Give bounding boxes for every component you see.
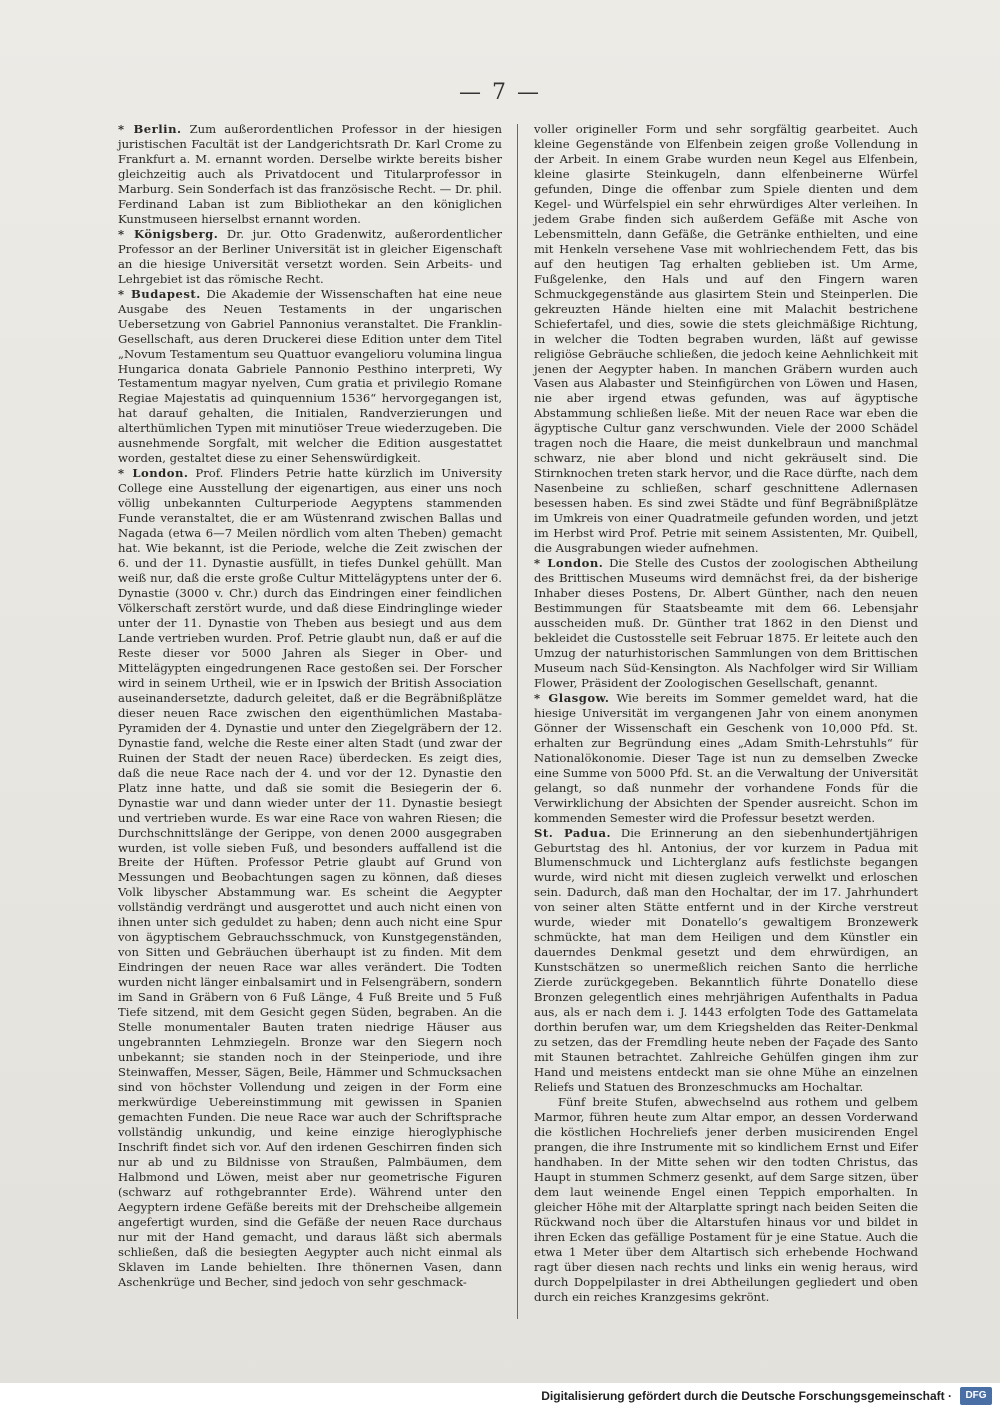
article-london-petrie (118, 466, 502, 1289)
article-body: Die Erinnerung an den siebenhundertjährigen Geburtstag des hl. Antonius, der vor kurzem in Padua mit Blumenschmuck und Lichterglanz aufs festlichste begangen wurde, wird nicht mit diesen zugleich verwelkt und erloschen sein. Dadurch, daß man den Hochaltar, der im 17. Jahrhundert von seiner alten Stätte entfernt und in der Kirche verstreut wurde, wieder mit Donatello’s gewaltigem Bronzewerk schmückte, hat man dem Heiligen und dem Künstler ein dauerndes Denkmal gesetzt und dem ehrwürdigen, an Kunstschätzen so unermeßlich reichen Santo die herrliche Zierde zurückgegeben. Bekanntlich führte Donatello diese Bronzen gelegentlich eines mehrjährigen Aufenthalts in Padua aus, als er nach dem i. J. 1443 erfolgten Tode des Gattamelata dorthin berufen war, um dem Kriegshelden das Reiter-Denkmal zu setzen, das der Fremdling heute neben der Façade des Santo mit Staunen betrachtet. Zahlreiche Gehülfen gingen ihm zur Hand und meistens entdeckt man sie ohne Mühe an einzelnen Reliefs und Statuen des Bronzeschmucks am Hochaltar. (534, 825, 918, 1094)
article-body: Dr. jur. Otto Gradenwitz, außerordentlicher Professor an der Berliner Universität ist in gleicher Eigenschaft an die hiesige Universität versetzt worden. Sein Arbeits- und Lehrgebiet ist das römische Recht. (118, 226, 503, 286)
digitization-footer (0, 1383, 1000, 1411)
article-body: Fünf breite Stufen, abwechselnd aus rothem und gelbem Marmor, führen heute zum Altar empor, an dessen Vorderwand die köstlichen Hochreliefs jener derben musicirenden Engel prangen, die ihre Instrumente mit so kindlichem Ernst und Eifer handhaben. In der Mitte sehen wir den todten Christus, das Haupt in stummen Schmerz gesenkt, auf dem Sarge sitzen, über dem laut weinende Engel einen Teppich emporhalten. In gleicher Höhe mit der Altarplatte springt nach beiden Seiten die Rückwand noch über die Altarstufen hinaus vor und bildet in ihren Ecken das gefällige Postament für je eine Statue. Auch die etwa 1 Meter über dem Altartisch sich erhebende Hochwand ragt über diesen nach rechts und links ein wenig heraus, wird durch Doppelpilaster in drei Abtheilungen gegliedert und oben durch ein reiches Kranzgesims gekrönt. (534, 1094, 918, 1304)
article-dateline: * London. (534, 556, 604, 571)
article-glasgow (534, 691, 918, 826)
dfg-logo-icon: DFG (960, 1387, 992, 1405)
article-koenigsberg (118, 227, 502, 287)
article-body: Zum außerordentlichen Professor in der hiesigen juristischen Facultät ist der Landgerichtsrath Dr. Karl Crome zu Frankfurt a. M. ernannt worden. Derselbe wirkte bereits bisher gleichzeitig auch als Privatdocent und Titularprofessor in Marburg. Sein Sonderfach ist das französische Recht. — Dr. phil. Ferdinand Laban ist zum Bibliothekar an den königlichen Kunstmuseen hierselbst ernannt worden. (118, 122, 502, 226)
article-dateline: * Budapest. (118, 286, 201, 301)
left-column (118, 122, 502, 1290)
article-body: voller origineller Form und sehr sorgfältig gearbeitet. Auch kleine Gegenstände von Elfenbein zeigen große Vollendung in der Arbeit. In einem Grabe wurden neun Kegel aus Elfenbein, kleine glasirte Steinkugeln, dann elfenbeinerne Würfel gefunden, Dinge die offenbar zum Spiele dienten und dem Kegel- und Würfelspiel ein sehr ehrwürdiges Alter verleihen. In jedem Grabe finden sich außerdem Gefäße mit Asche von Lebensmitteln, dann Gefäße, die Getränke enthielten, und eine mit Henkeln versehene Vase mit wohlriechendem Fett, das bis auf den heutigen Tag erhalten geblieben ist. Um Arme, Fußgelenke, den Hals und auf den Fingern waren Schmuckgegenstände aus glasirtem Stein und Steinperlen. Die gekreuzten Hände hielten eine mit Malachit bestrichene Schiefertafel, und dies, sowie die stets gleichmäßige Richtung, in welcher die Todten begraben wurden, läßt auf gewisse religiöse Gebräuche schließen, die jedoch keine Aehnlichkeit mit jenen der Aegypter haben. In manchen Gräbern wurden auch Vasen aus Alabaster und Steinfigürchen von Löwen und Hasen, nie aber irgend etwas gefunden, was auf ägyptische Abstammung schließen ließe. Mit der neuen Race war eben die ägyptische Cultur ganz verschwunden. Viele der 2000 Schädel tragen noch die Haare, die meist dunkelbraun und manchmal schwarz, nie aber blond und nicht gekräuselt sind. Die Stirnknochen treten stark hervor, und die Race dürfte, nach dem Nasenbeine zu schließen, scharf geschnittene Adlernasen besessen haben. Es sind zwei Städte und fünf Begräbnißplätze im Umkreis von einer Quadratmeile gefunden worden, und jetzt im Herbst wird Prof. Petrie mit seinem Assistenten, Mr. Quibell, die Ausgrabungen wieder aufnehmen. (534, 122, 918, 556)
article-budapest (118, 287, 502, 467)
column-divider (517, 124, 518, 1319)
article-body: Die Akademie der Wissenschaften hat eine neue Ausgabe des Neuen Testaments in der ungarischen Uebersetzung von Gabriel Pannonius veranstaltet. Die Franklin-Gesellschaft, aus deren Druckerei diese Edition unter dem Titel „Novum Testamentum seu Quattuor evangelioru volumina lingua Hungarica donata Gabriele Pannonio Pesthino interpreti, Wy Testamentum magyar nyelven, Cum gratia et privilegio Romane Regiae Majestatis ad quinquennium 1536“ hervorgegangen ist, hat darauf gehalten, die Initialen, Randverzierungen und alterthümlichen Typen mit minutiöser Treue wiederzugeben. Die ausnehmende Sorgfalt, mit welcher die Edition ausgestattet worden, gestaltet diese zu einer Sehenswürdigkeit. (118, 286, 503, 466)
footer-credit: Digitalisierung gefördert durch die Deutsche Forschungsgemeinschaft · (541, 1389, 952, 1403)
article-dateline: * Berlin. (118, 122, 182, 136)
article-london-petrie-continued (534, 122, 918, 556)
page-number: — 7 — (459, 80, 541, 105)
right-column (534, 122, 918, 1305)
article-padua (534, 826, 918, 1095)
article-padua-continued (534, 1095, 918, 1305)
article-body: Wie bereits im Sommer gemeldet ward, hat die hiesige Universität im vergangenen Jahr von einem anonymen Gönner der Wissenschaft ein Geschenk von 10,000 Pfd. St. erhalten zur Begründung eines „Adam Smith-Lehrstuhls“ für Nationalökonomie. Dieser Tage ist nun zu demselben Zwecke eine Summe von 5000 Pfd. St. an die Verwaltung der Universität gelangt, so daß nunmehr der vorhandene Fonds für die Verwirklichung der Absichten der Spender ausreicht. Schon im kommenden Semester wird die Professur besetzt werden. (534, 690, 919, 825)
article-dateline: * London. (118, 466, 189, 481)
article-dateline: * Königsberg. (118, 226, 219, 241)
article-body: Prof. Flinders Petrie hatte kürzlich im University College eine Ausstellung der eigenartigen, aus einer uns noch völlig unbekannten Culturperiode Aegyptens stammenden Funde veranstaltet, die er am Wüstenrand zwischen Ballas und Nagada (etwa 6—7 Meilen nördlich vom alten Theben) gemacht hat. Wie bekannt, ist die Periode, welche die Zeit zwischen der 6. und der 11. Dynastie ausfüllt, in tiefes Dunkel gehüllt. Man weiß nur, daß die erste große Cultur Mittelägyptens unter der 6. Dynastie (3000 v. Chr.) durch das Eindringen einer feindlichen Völkerschaft zerstört wurde, und daß diese Eindringlinge wieder unter der 11. Dynastie von Theben aus besiegt und aus dem Lande vertrieben wurden. Prof. Petrie glaubt nun, daß er auf die Reste dieser vor 5000 Jahren als Sieger in Ober- und Mittelägypten eingedrungenen Race gestoßen sei. Der Forscher wird in seinem Urtheil, wie er in Ipswich der British Association auseinandersetzte, dadurch geleitet, daß er die Begräbnißplätze dieser neuen Race zwischen den eigenthümlichen Mastaba-Pyramiden der 4. Dynastie und unter den Ziegelgräbern der 12. Dynastie fand, welche die Reste einer alten Stadt (und zwar der Ruinen der Stadt der neuen Race) überdecken. Es zeigt dies, daß die neue Race nach der 4. und vor der 12. Dynastie den Platz inne hatte, und daß sie somit die Besiegerin der 6. Dynastie war und dann wieder unter der 11. Dynastie besiegt und vertrieben wurde. Es war eine Race von wahren Riesen; die Durchschnittslänge der Gerippe, von denen 2000 ausgegraben wurden, ist volle sieben Fuß, und besonders auffallend ist die Breite der Hüften. Professor Petrie glaubt auf Grund von Messungen und Beobachtungen sagen zu können, daß dieses Volk libyscher Abstammung war. Es scheint die Aegypter vollständig verdrängt und ausgerottet und auch nicht einen von ihnen unter sich geduldet zu haben; denn auch nicht eine Spur von ägyptischem Gebrauchsschmuck, von Kunstgegenständen, von Sitten und Gebräuchen überhaupt ist zu finden. Mit dem Eindringen der neuen Race war alles verändert. Die Todten wurden nicht länger einbalsamirt und in Felsengräbern, sondern im Sand in Gräbern von 6 Fuß Länge, 4 Fuß Breite und 5 Fuß Tiefe sitzend, mit dem Gesicht gegen Süden, begraben. An die Stelle monumentaler Bauten traten niedrige Häuser aus ungebrannten Lehmziegeln. Bronze war den Siegern noch unbekannt; sie standen noch in der Steinperiode, und ihre Steinwaffen, Messer, Sägen, Beile, Hämmer und Schmucksachen sind von höchster Vollendung und zeigen in der Form eine merkwürdige Uebereinstimmung mit gewissen in Spanien gemachten Funden. Die neue Race war auch der Schriftsprache vollständig unkundig, und keine einzige hieroglyphische Inschrift findet sich vor. Auf den irdenen Geschirren finden sich nur ab und zu Bildnisse von Straußen, Palmbäumen, dem Halbmond und Löwen, meist aber nur geometrische Figuren (schwarz auf rothgebrannter Erde). Während unter den Aegyptern irdene Gefäße bereits mit der Drehscheibe allgemein angefertigt wurden, sind die Gefäße der neuen Race durchaus nur mit der Hand gemacht, und daraus läßt sich abermals schließen, daß die besiegten Aegypter auch nicht einmal als Sklaven im Lande behielten. Ihre thönernen Vasen, dann Aschenkrüge und Becher, sind jedoch von sehr geschmack- (118, 466, 503, 1289)
article-dateline: * Glasgow. (534, 690, 610, 705)
article-body: Die Stelle des Custos der zoologischen Abtheilung des Brittischen Museums wird demnächst frei, da der bisherige Inhaber dieses Postens, Dr. Albert Günther, nach den neuen Bestimmungen für Staatsbeamte mit dem 66. Lebensjahr ausscheiden muß. Dr. Günther trat 1862 in den Dienst und bekleidet die Custosstelle seit Februar 1875. Er leitete auch den Umzug der naturhistorischen Sammlungen von dem Brittischen Museum nach Süd-Kensington. Als Nachfolger wird Sir William Flower, Präsident der Zoologischen Gesellschaft, genannt. (534, 556, 919, 690)
article-berlin (118, 122, 502, 227)
article-dateline: St. Padua. (534, 825, 612, 840)
article-london-museum (534, 556, 918, 691)
